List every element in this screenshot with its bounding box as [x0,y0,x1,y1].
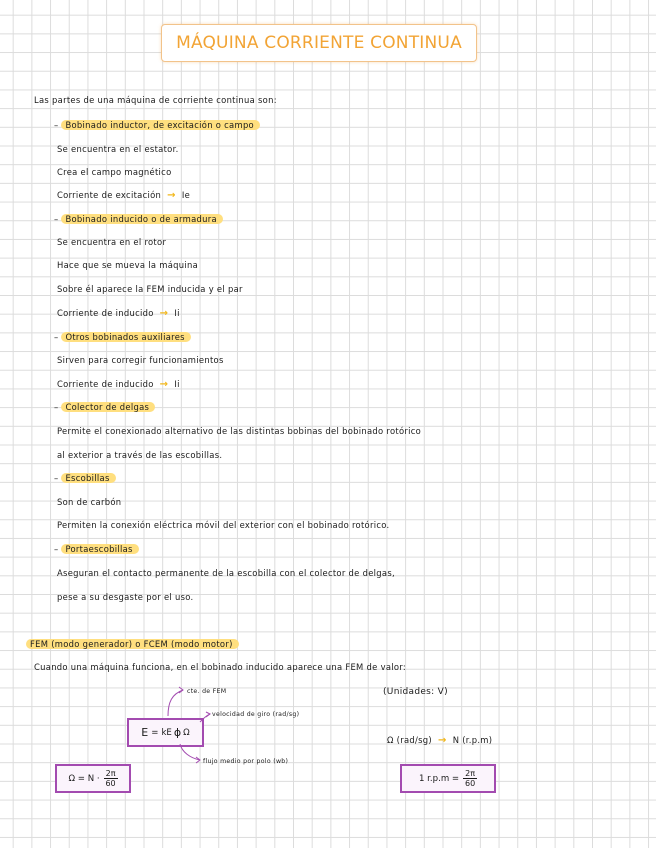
list-item: Se encuentra en el estator. [57,144,179,154]
rpm-fraction [463,769,477,788]
conversion-left: Ω (rad/sg) [387,735,432,745]
fem-heading-text: FEM (modo generador) o FCEM (modo motor) [26,639,239,649]
fraction-numerator: 2π [465,769,476,778]
current-symbol: Ii [174,379,180,389]
list-item: Se encuentra en el rotor [57,237,167,247]
rpm-formula-lhs: 1 r.p.m = [418,773,460,784]
list-item: Hace que se mueva la máquina [57,260,199,270]
page-title: MÁQUINA CORRIENTE CONTINUA [176,33,462,53]
section-heading-escobillas-text: Escobillas [61,473,115,483]
omega-formula-lhs: Ω = N · [68,773,100,784]
list-item: al exterior a través de las escobillas. [57,450,223,460]
current-symbol: Ie [181,190,191,200]
list-item: Sobre él aparece la FEM inducida y el par [57,284,243,294]
formula-phi: ϕ [173,726,182,739]
omega-fraction [104,769,118,788]
list-item: Crea el campo magnético [57,167,172,177]
list-item-text: Corriente de inducido [57,379,154,389]
current-symbol: Ii [174,308,180,318]
dash-icon: – [54,473,62,483]
dash-icon: – [54,332,62,342]
arrow-right-icon: → [167,190,176,201]
fraction-denominator: 60 [464,779,476,788]
dash-icon: – [54,544,62,554]
section-heading-inductor-text: Bobinado inductor, de excitación o campo [61,120,260,130]
formula-eq: = [151,727,159,738]
dash-icon: – [54,120,62,130]
intro-text: Las partes de una máquina de corriente continua son: [34,95,277,105]
formula-omega: Ω [183,727,190,738]
conversion-right: N (r.p.m) [452,735,493,745]
label-flux: flujo medio por polo (wb) [203,758,289,765]
list-item: Son de carbón [57,497,122,507]
fraction-numerator: 2π [105,769,116,778]
units-label: (Unidades: V) [383,687,448,697]
arrow-right-icon: → [438,735,447,746]
arrow-to-const [168,690,183,716]
section-heading-colector-text: Colector de delgas [61,402,155,412]
omega-formula-box [55,764,131,793]
list-item: Permiten la conexión eléctrica móvil del exterior con el bobinado rotórico. [57,520,390,530]
list-item-text: Corriente de inducido [57,308,154,318]
section-heading-portaescobillas-text: Portaescobillas [61,544,138,554]
list-item: Sirven para corregir funcionamientos [57,355,224,365]
arrow-to-const-head [179,687,183,693]
formula-e: E [141,726,149,739]
section-heading-auxiliares-text: Otros bobinados auxiliares [61,332,190,342]
arrow-right-icon: → [159,308,169,319]
fraction-denominator: 60 [105,779,116,788]
label-const-fem: cte. de FEM [187,688,227,695]
arrow-right-icon: → [159,379,169,390]
list-item: Permite el conexionado alternativo de las distintas bobinas del bobinado rotórico [57,426,422,436]
label-speed: velocidad de giro (rad/sg) [212,711,300,718]
arrow-to-speed-head [206,712,210,717]
dash-icon: – [54,402,62,412]
section-heading-inducido-text: Bobinado inducido o de armadura [61,214,222,224]
formula-k: kE [161,727,172,738]
list-item-text: Corriente de excitación [57,190,162,200]
fem-text: Cuando una máquina funciona, en el bobinado inducido aparece una FEM de valor: [34,662,407,672]
list-item: pese a su desgaste por el uso. [57,592,194,602]
list-item: Aseguran el contacto permanente de la escobilla con el colector de delgas, [57,568,395,578]
conversion-line [387,734,492,747]
dash-icon: – [54,214,62,224]
rpm-formula-box [400,764,496,793]
